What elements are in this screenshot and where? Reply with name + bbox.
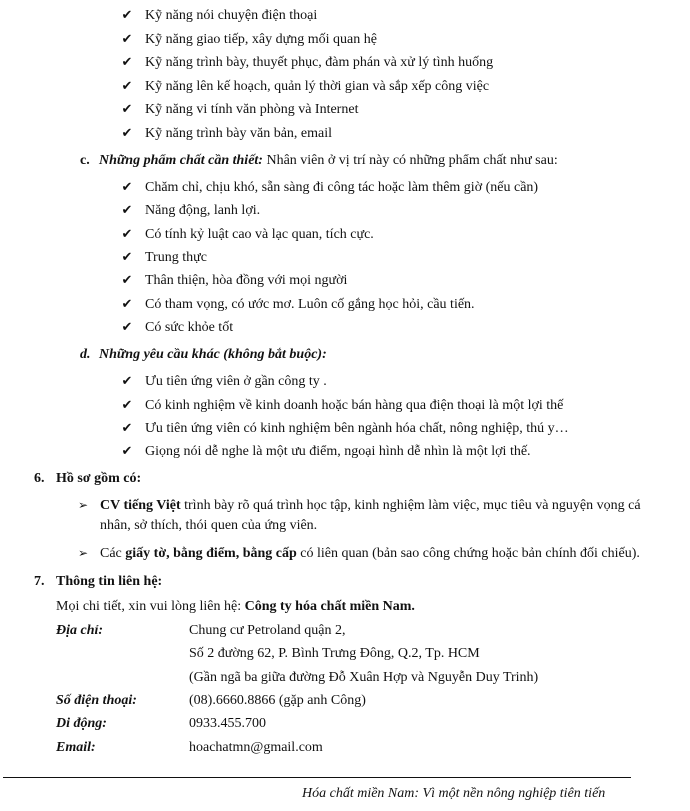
section-c-intro: Nhân viên ở vị trí này có những phẩm chất như sau: xyxy=(262,153,558,168)
list-item: Có sức khỏe tốt xyxy=(145,320,234,335)
list-item: Kỹ năng vi tính văn phòng và Internet xyxy=(145,102,359,117)
list-item: Năng động, lanh lợi. xyxy=(145,203,261,218)
mobile-label: Di động: xyxy=(56,716,107,731)
list-item: Thân thiện, hòa đồng với mọi người xyxy=(145,273,348,288)
certificates-pre: Các xyxy=(100,546,126,561)
phone-value: (08).6660.8866 (gặp anh Công) xyxy=(189,693,366,708)
address-line-3: (Gần ngã ba giữa đường Đỗ Xuân Hợp và Nguyễn Duy Trinh) xyxy=(189,670,539,685)
address-line-1: Chung cư Petroland quận 2, xyxy=(189,623,346,638)
list-item: Kỹ năng trình bày, thuyết phục, đàm phán và xử lý tình huống xyxy=(145,55,494,70)
check-icon: ✔ xyxy=(121,179,133,194)
arrow-icon: ➢ xyxy=(78,546,89,560)
check-icon: ✔ xyxy=(121,272,133,287)
address-line-2: Số 2 đường 62, P. Bình Trưng Đông, Q.2, Tp. HCM xyxy=(189,646,480,661)
arrow-icon: ➢ xyxy=(78,498,89,512)
address-label: Địa chỉ: xyxy=(56,623,104,638)
footer-divider xyxy=(3,777,631,778)
list-item: Có tham vọng, có ước mơ. Luôn cố gắng học hỏi, cầu tiến. xyxy=(145,297,475,312)
check-icon: ✔ xyxy=(121,54,133,69)
list-item: Chăm chỉ, chịu khó, sẵn sàng đi công tác hoặc làm thêm giờ (nếu cần) xyxy=(145,180,539,195)
email-value: hoachatmn@gmail.com xyxy=(189,740,323,755)
section-d-marker: d. xyxy=(80,347,91,362)
mobile-value: 0933.455.700 xyxy=(189,716,266,731)
list-item: Ưu tiên ứng viên có kinh nghiệm bên ngành hóa chất, nông nghiệp, thú y… xyxy=(145,421,569,436)
section-6-heading: Hồ sơ gồm có: xyxy=(56,471,142,486)
list-item: Giọng nói dễ nghe là một ưu điểm, ngoại hình dễ nhìn là một lợi thế. xyxy=(145,444,531,459)
phone-label: Số điện thoại: xyxy=(56,693,137,708)
check-icon: ✔ xyxy=(121,78,133,93)
document-item-certificates xyxy=(100,545,640,563)
check-icon: ✔ xyxy=(121,420,133,435)
list-item: Có tính kỷ luật cao và lạc quan, tích cực. xyxy=(145,227,374,242)
document-item-cv xyxy=(100,497,641,515)
section-c-heading: Những phẩm chất cần thiết: xyxy=(99,153,263,168)
check-icon: ✔ xyxy=(121,7,133,22)
email-label: Email: xyxy=(56,740,96,755)
contact-intro: Mọi chi tiết, xin vui lòng liên hệ: xyxy=(56,599,245,614)
list-item: Trung thực xyxy=(145,250,207,265)
check-icon: ✔ xyxy=(121,296,133,311)
list-item: Ưu tiên ứng viên ở gần công ty . xyxy=(145,374,327,389)
footer-slogan: Hóa chất miền Nam: Vì một nền nông nghiệp tiên tiến xyxy=(302,786,606,801)
check-icon: ✔ xyxy=(121,373,133,388)
certificates-post: có liên quan (bản sao công chứng hoặc bản chính đối chiếu). xyxy=(296,546,640,561)
cv-label: CV tiếng Việt xyxy=(100,498,181,513)
check-icon: ✔ xyxy=(121,397,133,412)
check-icon: ✔ xyxy=(121,443,133,458)
list-item: Kỹ năng nói chuyện điện thoại xyxy=(145,8,318,23)
list-item: Kỹ năng trình bày văn bản, email xyxy=(145,126,333,141)
list-item: Kỹ năng giao tiếp, xây dựng mối quan hệ xyxy=(145,32,377,47)
section-c-marker: c. xyxy=(80,153,90,168)
check-icon: ✔ xyxy=(121,202,133,217)
check-icon: ✔ xyxy=(121,226,133,241)
certificates-label: giấy tờ, bằng điểm, bằng cấp xyxy=(125,546,297,561)
check-icon: ✔ xyxy=(121,249,133,264)
section-c-heading-line xyxy=(99,152,558,170)
check-icon: ✔ xyxy=(121,319,133,334)
list-item: Kỹ năng lên kế hoạch, quản lý thời gian và sắp xếp công việc xyxy=(145,79,490,94)
cv-description: trình bày rõ quá trình học tập, kinh nghiệm làm việc, mục tiêu và nguyện vọng cá xyxy=(180,498,641,513)
section-7-heading: Thông tin liên hệ: xyxy=(56,574,163,589)
section-6-number: 6. xyxy=(34,471,45,486)
check-icon: ✔ xyxy=(121,101,133,116)
check-icon: ✔ xyxy=(121,31,133,46)
contact-intro-line xyxy=(56,598,415,616)
company-name: Công ty hóa chất miền Nam. xyxy=(244,599,415,614)
section-7-number: 7. xyxy=(34,574,45,589)
check-icon: ✔ xyxy=(121,125,133,140)
list-item: Có kinh nghiệm về kinh doanh hoặc bán hàng qua điện thoại là một lợi thế xyxy=(145,398,564,413)
section-d-heading: Những yêu cầu khác (không bắt buộc): xyxy=(99,347,327,362)
cv-description-line2: nhân, sở thích, thói quen của ứng viên. xyxy=(100,518,318,533)
